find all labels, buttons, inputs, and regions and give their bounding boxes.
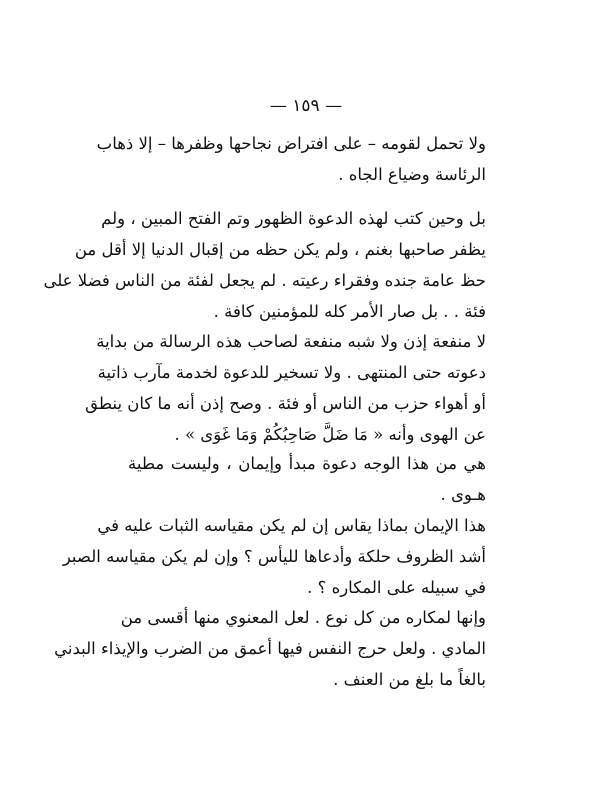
text-line: الرئاسة وضياع الجاه . xyxy=(338,165,486,184)
text-line: أو أهواء حزب من الناس أو فئة . وصح إذن أنه ما كان ينطق xyxy=(85,394,486,413)
paragraph-1 xyxy=(96,128,486,190)
text-line: بالغاً ما بلغ من العنف . xyxy=(333,670,486,689)
text-line: هي من هذا الوجه دعوة مبدأ وإيمان ، وليست مطية xyxy=(128,454,486,473)
text-line: عن الهوى وأنه « مَا ضَلَّ صَاحِبُكُمْ وَمَا غَوَى » . xyxy=(174,425,486,444)
page-number: — ١٥٩ — xyxy=(269,96,343,116)
text-line: في سبيله على المكاره ؟ . xyxy=(307,578,486,597)
paragraph-3 xyxy=(85,326,486,450)
paragraph-6 xyxy=(54,602,486,695)
paragraph-4 xyxy=(128,448,486,510)
text-line: فئة . . بل صار الأمر كله للمؤمنين كافة . xyxy=(213,302,486,321)
text-line: هذا الإيمان بماذا يقاس إن لم يكن مقياسه الثبات عليه في xyxy=(97,516,486,535)
text-line: هـوى . xyxy=(440,485,486,504)
paragraph-5 xyxy=(62,510,486,603)
text-line: لا منفعة إذن ولا شبه منفعة لصاحب هذه الرسالة من بداية xyxy=(96,332,486,351)
text-line: ولا تحمل لقومه – على افتراض نجاحها وظفرها – إلا ذهاب xyxy=(96,134,486,153)
text-line: بل وحين كتب لهذه الدعوة الظهور وتم الفتح المبين ، ولم xyxy=(101,209,486,228)
text-line: يظفر صاحبها بغنم ، ولم يكن حظه من إقبال الدنيا إلا أقل من xyxy=(74,240,486,259)
text-line: وإنها لمكاره من كل نوع . لعل المعنوي منها أقسى من xyxy=(120,608,486,627)
paragraph-2 xyxy=(43,203,486,327)
text-line: دعوته حتى المنتهى . ولا تسخير للدعوة لخدمة مآرب ذاتية xyxy=(97,363,486,382)
text-line: أشد الظروف حلكة وأدعاها لليأس ؟ وإن لم يكن مقياسه الصبر xyxy=(62,547,486,566)
text-line: المادي . ولعل حرج النفس فيها أعمق من الضرب والإيذاء البدني xyxy=(54,639,486,658)
text-line: حظ عامة جنده وفقراء رعيته . لم يجعل لفئة من الناس فضلا على xyxy=(43,271,486,290)
